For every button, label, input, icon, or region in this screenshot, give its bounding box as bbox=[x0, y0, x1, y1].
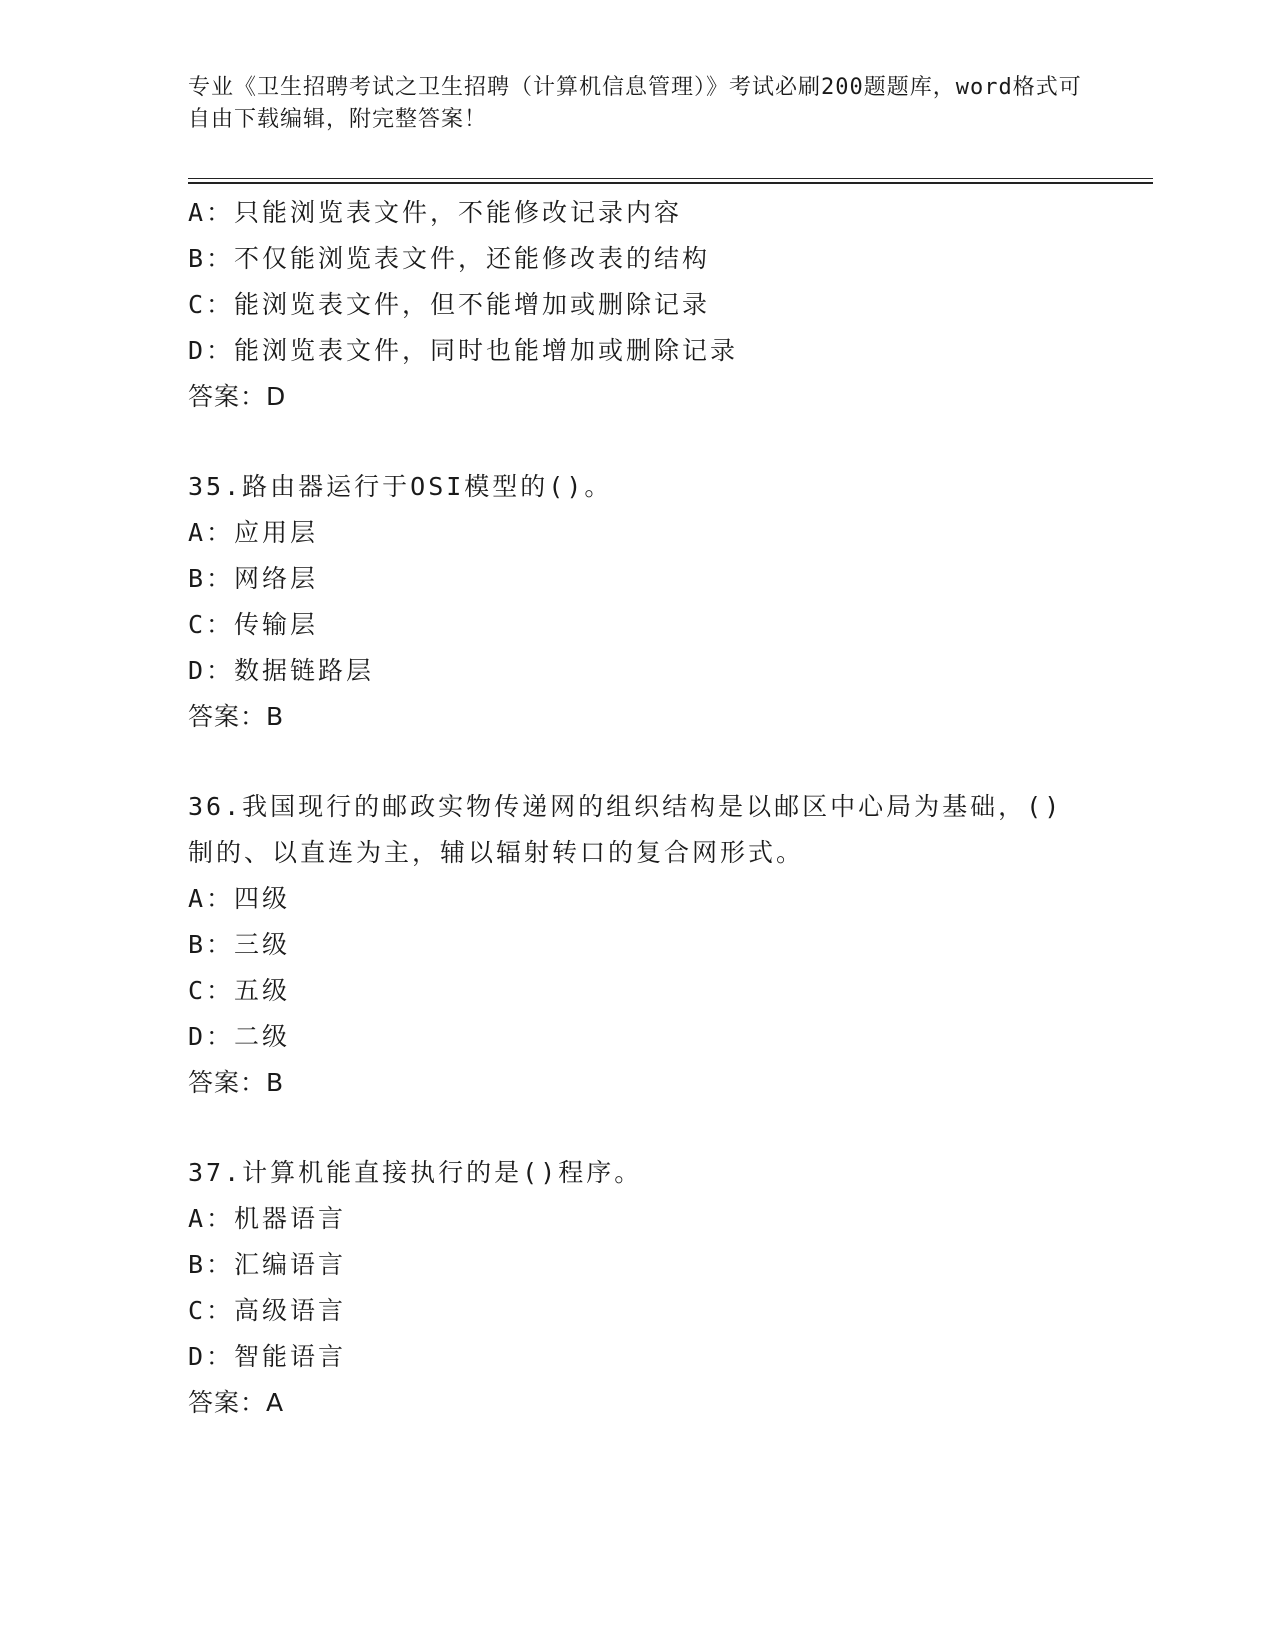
question-stem: 36.我国现行的邮政实物传递网的组织结构是以邮区中心局为基础，()制的、以直连为主，辅以辐射转口的复合网形式。 bbox=[188, 792, 1063, 867]
answer: 答案：B bbox=[188, 702, 285, 731]
answer: 答案：B bbox=[188, 1068, 285, 1097]
header-rule-thick bbox=[188, 182, 1153, 184]
option-b: B：不仅能浏览表文件，还能修改表的结构 bbox=[188, 244, 711, 273]
answer: 答案：D bbox=[188, 382, 287, 411]
option-d: D：二级 bbox=[188, 1022, 291, 1051]
option-a: A：只能浏览表文件，不能修改记录内容 bbox=[188, 198, 683, 227]
question-34 bbox=[188, 190, 1153, 420]
question-37 bbox=[188, 1150, 1153, 1426]
option-b: B：汇编语言 bbox=[188, 1250, 347, 1279]
option-d: D：智能语言 bbox=[188, 1342, 347, 1371]
option-d: D：数据链路层 bbox=[188, 656, 375, 685]
spacer bbox=[188, 1106, 1153, 1150]
spacer bbox=[188, 420, 1153, 464]
document-header: 专业《卫生招聘考试之卫生招聘（计算机信息管理）》考试必刷200题题库，word格式可自由下载编辑，附完整答案！ bbox=[188, 75, 1082, 132]
question-36 bbox=[188, 784, 1153, 1106]
header-rule-thin bbox=[188, 178, 1153, 179]
option-c: C：五级 bbox=[188, 976, 291, 1005]
option-b: B：网络层 bbox=[188, 564, 319, 593]
question-list bbox=[188, 190, 1153, 1426]
question-stem: 35.路由器运行于OSI模型的()。 bbox=[188, 472, 613, 501]
option-a: A：四级 bbox=[188, 884, 291, 913]
option-a: A：应用层 bbox=[188, 518, 319, 547]
option-c: C：能浏览表文件，但不能增加或删除记录 bbox=[188, 290, 711, 319]
option-c: C：高级语言 bbox=[188, 1296, 347, 1325]
option-c: C：传输层 bbox=[188, 610, 319, 639]
spacer bbox=[188, 740, 1153, 784]
question-stem: 37.计算机能直接执行的是()程序。 bbox=[188, 1158, 643, 1187]
option-b: B：三级 bbox=[188, 930, 291, 959]
answer: 答案：A bbox=[188, 1388, 285, 1417]
option-d: D：能浏览表文件，同时也能增加或删除记录 bbox=[188, 336, 739, 365]
option-a: A：机器语言 bbox=[188, 1204, 347, 1233]
question-35 bbox=[188, 464, 1153, 740]
